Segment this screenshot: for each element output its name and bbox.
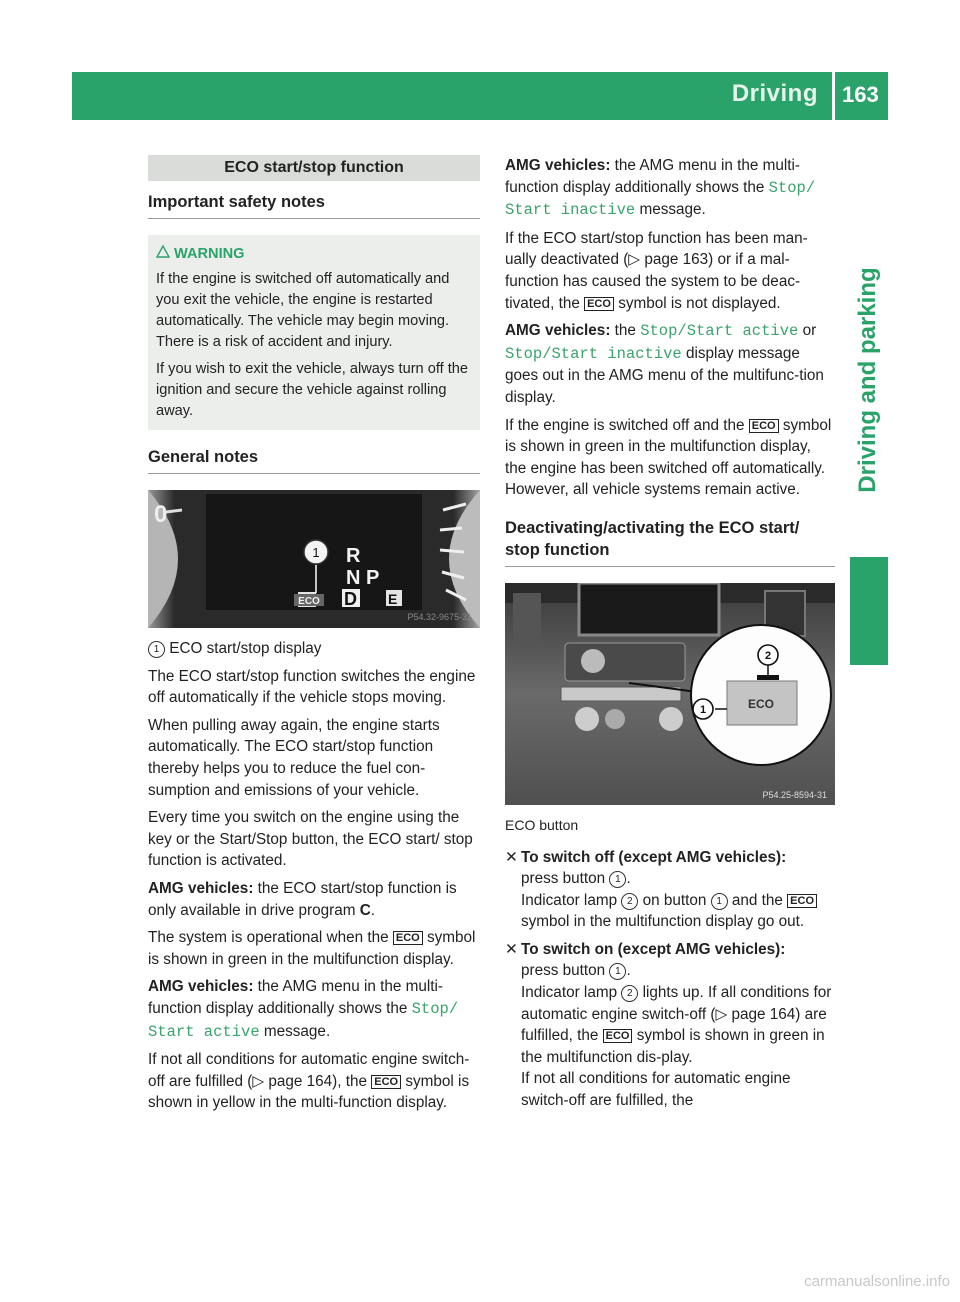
- gear-d: D: [344, 589, 357, 609]
- callout-1-icon: 1: [711, 893, 728, 910]
- r-para-3-text-a: the: [614, 322, 636, 340]
- step2-text-d: symbol is shown in green in the multifunction dis-play.: [521, 1027, 825, 1066]
- dashboard-figure: [505, 583, 835, 805]
- para-7: [148, 1049, 480, 1114]
- caption-text: ECO start/stop display: [169, 640, 322, 657]
- callout-1-icon: 1: [609, 963, 626, 980]
- callout-2-icon: 2: [621, 893, 638, 910]
- step1-title: To switch off (except AMG vehicles):: [521, 848, 787, 866]
- warning-title: [156, 244, 472, 265]
- header-bar: [72, 72, 888, 120]
- r-para-1-text-a: the AMG menu in the multi-function display additionally shows the: [505, 157, 801, 196]
- warning-text-2: If you wish to exit the vehicle, always turn off the ignition and secure the vehicle against rolling away.: [156, 361, 469, 419]
- step2-line-e: If not all conditions for automatic engine switch-off are fulfilled, the: [521, 1070, 791, 1110]
- section-title: ECO start/stop function: [148, 155, 480, 181]
- dashboard-illustration: [505, 583, 835, 805]
- r-para-2: [505, 228, 835, 314]
- para-4-end: .: [370, 901, 376, 919]
- r-para-3: [505, 320, 835, 408]
- gauge-digit: 0: [154, 501, 168, 528]
- eco-symbol-icon: ECO: [603, 1029, 633, 1043]
- eco-indicator: ECO: [298, 596, 320, 607]
- warning-text-1: If the engine is switched off automatically and you exit the vehicle, the engine is restarted automatically. The vehicle may begin moving. There is a risk of accident and injury.: [156, 271, 450, 350]
- warning-title-text: WARNING: [174, 246, 245, 262]
- right-column: [505, 155, 835, 1118]
- eco-symbol-icon: ECO: [393, 931, 423, 945]
- warning-box: [148, 235, 480, 430]
- instrument-cluster-figure: [148, 490, 480, 628]
- amg-label: AMG vehicles:: [505, 157, 611, 174]
- para-1: The ECO start/stop function switches the engine off automatically if the vehicle stops moving.: [148, 667, 476, 707]
- step2-line-a: press button 1 .: [521, 962, 631, 980]
- deactivating-heading: Deactivating/activating the ECO start/ stop function: [505, 517, 835, 567]
- left-column: [148, 155, 480, 1120]
- page-ref-164[interactable]: page 164) are fulfilled, the: [521, 1005, 827, 1045]
- cluster-illustration: [148, 490, 480, 628]
- r-para-3-or: or: [802, 322, 817, 340]
- callout-1-icon: 1: [609, 871, 626, 888]
- amg-label: AMG vehicles:: [148, 978, 254, 996]
- r-para-4-text-b: symbol is shown in green in the multifunction display, the engine has been switched off automatically. However, all vehicle systems remain active.: [505, 416, 832, 499]
- step2-text-a: press button: [521, 962, 606, 980]
- r-para-4: [505, 415, 835, 501]
- para-7-text-a: If not all conditions for automatic engine switch-off are fulfilled (: [148, 1051, 470, 1090]
- r-para-2-text-a: If the ECO start/stop function has been man-ually deactivated (: [505, 229, 808, 269]
- step1-text-b: Indicator lamp: [521, 891, 618, 909]
- r-para-1-text-b: message.: [639, 201, 706, 219]
- page-ref-164[interactable]: page 164), the: [268, 1072, 367, 1090]
- step-switch-off: [505, 847, 835, 933]
- side-label-text: Driving and parking: [854, 267, 881, 493]
- gear-p: P: [366, 567, 380, 589]
- stop-start-active-msg: Stop/ Start active: [148, 999, 459, 1041]
- para-5-text-a: The system is operational when the: [148, 929, 389, 947]
- step2-text-c: lights up. If all conditions for automatic engine switch-off: [521, 984, 832, 1023]
- step2-title: To switch on (except AMG vehicles):: [521, 940, 786, 958]
- step1-text-e: symbol in the multifunction display go out.: [521, 913, 805, 931]
- step2-text-b: Indicator lamp: [521, 984, 618, 1002]
- r-para-1: [505, 155, 835, 222]
- figure1-caption: [148, 638, 480, 660]
- page-ref-arrow-icon: ▷: [715, 1005, 728, 1023]
- stop-start-inactive-msg: Stop/ Start inactive: [505, 178, 816, 220]
- para-6-text-a: the AMG menu in the multi-function display additionally shows the: [148, 978, 444, 1017]
- r-para-3-text-b: display message goes out in the AMG menu of the multifunc-tion display.: [505, 344, 824, 406]
- side-tab-marker: [850, 557, 888, 665]
- step1-line-b: [521, 890, 835, 933]
- page-number: 163: [842, 82, 879, 107]
- drive-program-c: C: [359, 901, 371, 919]
- stop-start-active-msg: Stop/Start active: [640, 322, 799, 341]
- para-3: Every time you switch on the engine using the key or the Start/Stop button, the ECO start/ stop function is activated.: [148, 809, 473, 870]
- step-marker-icon: ✕: [505, 848, 518, 866]
- callout-1-figure2: 1: [699, 703, 707, 716]
- page-ref-arrow-icon: ▷: [628, 251, 641, 269]
- warning-triangle-icon: [156, 244, 174, 265]
- para-5: [148, 927, 480, 970]
- figure1-code: P54.32-9675-31: [407, 612, 472, 622]
- page-ref-arrow-icon: ▷: [252, 1072, 265, 1090]
- safety-heading: Important safety notes: [148, 191, 480, 219]
- figure2-caption: ECO button: [505, 816, 579, 833]
- eco-symbol-icon: ECO: [787, 894, 817, 908]
- header-divider: [832, 72, 835, 120]
- watermark: carmanualsonline.info: [804, 1273, 950, 1290]
- amg-label: AMG vehicles:: [148, 879, 254, 897]
- side-section-label: [838, 250, 898, 510]
- page-ref-163[interactable]: page 163) or if a mal-function has caused the system to be deac-tivated, the: [505, 251, 801, 312]
- callout-2-icon: 2: [621, 985, 638, 1002]
- gear-n: N: [346, 567, 361, 589]
- gear-r: R: [346, 545, 361, 567]
- callout-1-figure1: 1: [312, 545, 320, 560]
- figure2-code: P54.25-8594-31: [762, 789, 827, 800]
- step-switch-on: [505, 939, 835, 1112]
- amg-label: AMG vehicles:: [505, 322, 611, 340]
- eco-button-label: ECO: [747, 696, 775, 711]
- callout-1-icon: 1: [148, 641, 165, 658]
- eco-symbol-icon: ECO: [371, 1075, 401, 1089]
- eco-symbol-icon: ECO: [584, 297, 614, 311]
- callout-2-figure2: 2: [764, 649, 772, 662]
- para-4-text: the ECO start/stop function is only available in drive program: [148, 879, 457, 919]
- para-6: [148, 976, 480, 1043]
- step-marker-icon: ✕: [505, 940, 518, 958]
- stop-start-inactive-msg: Stop/Start inactive: [505, 344, 682, 363]
- eco-symbol-icon: ECO: [749, 419, 779, 433]
- para-6-text-b: message.: [263, 1022, 331, 1040]
- step1-text-a: press button: [521, 870, 606, 888]
- r-para-4-text-a: If the engine is switched off and the: [505, 416, 745, 434]
- gear-e: E: [388, 591, 398, 607]
- step1-line-a: press button 1 .: [521, 870, 631, 888]
- header-title: Driving: [731, 80, 818, 107]
- general-heading: General notes: [148, 446, 480, 474]
- step2-line-b: Indicator lamp 2 lights up. If all conditions for automatic engine switch-off (▷ page 164) are fulfilled, the ECO symbol is shown in green in the multifunction dis-play.: [521, 984, 832, 1066]
- para-4: [148, 878, 480, 921]
- step1-text-c: on button: [642, 891, 707, 909]
- step1-text-d: and the: [731, 891, 783, 909]
- r-para-2-text-b: symbol is not displayed.: [618, 294, 781, 312]
- para-7-text-b: symbol is shown in yellow in the multi-function display.: [148, 1072, 470, 1112]
- para-5-text-b: symbol is shown in green in the multifunction display.: [148, 929, 476, 968]
- para-2: When pulling away again, the engine starts automatically. The ECO start/stop function thereby helps you to reduce the fuel con-sumption and emissions of your vehicle.: [148, 716, 440, 799]
